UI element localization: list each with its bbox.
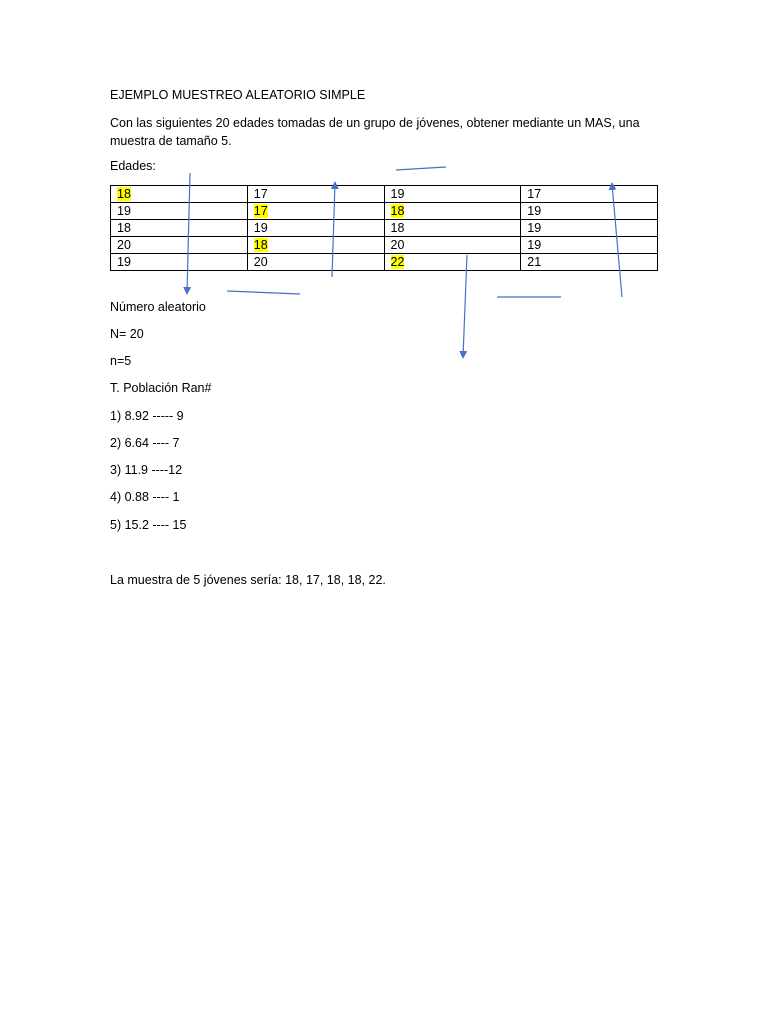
table-cell	[384, 203, 521, 220]
random-table-header: T. Población Ran#	[110, 381, 212, 395]
table-cell: 17	[521, 186, 658, 203]
table-cell: 19	[521, 220, 658, 237]
highlighted-age: 18	[117, 187, 131, 201]
table-row	[111, 237, 658, 254]
connector-line-top	[396, 167, 446, 170]
random-row: 1) 8.92 ----- 9	[110, 409, 184, 423]
table-cell: 17	[247, 186, 384, 203]
table-row	[111, 220, 658, 237]
table-cell: 19	[521, 237, 658, 254]
highlighted-age: 18	[390, 204, 405, 218]
intro-paragraph: Con las siguientes 20 edades tomadas de un grupo de jóvenes, obtener mediante un MAS, una muestra de tamaño 5.	[110, 116, 640, 148]
table-cell: 19	[521, 203, 658, 220]
highlighted-age: 22	[390, 255, 405, 269]
table-cell: 19	[384, 186, 521, 203]
table-cell	[247, 237, 384, 254]
table-cell	[111, 186, 248, 203]
random-row: 2) 6.64 ---- 7	[110, 436, 180, 450]
table-cell	[384, 254, 521, 271]
connector-line-bottom-left	[227, 291, 300, 294]
highlighted-age: 18	[253, 238, 268, 252]
table-cell: 18	[384, 220, 521, 237]
table-cell: 20	[384, 237, 521, 254]
table-row	[111, 186, 658, 203]
table-cell: 21	[521, 254, 658, 271]
table-cell: 19	[247, 220, 384, 237]
ages-label: Edades:	[110, 159, 156, 173]
sample-size-label: n=5	[110, 354, 132, 368]
highlighted-age: 17	[253, 204, 268, 218]
random-row: 3) 11.9 ----12	[110, 463, 183, 477]
table-cell: 20	[247, 254, 384, 271]
conclusion-text: La muestra de 5 jóvenes sería: 18, 17, 18, 18, 22.	[110, 573, 386, 587]
random-row: 5) 15.2 ---- 15	[110, 518, 187, 532]
table-cell: 19	[111, 203, 248, 220]
population-size-label: N= 20	[110, 327, 144, 341]
random-row: 4) 0.88 ---- 1	[110, 490, 180, 504]
table-cell: 20	[111, 237, 248, 254]
document-heading: EJEMPLO MUESTREO ALEATORIO SIMPLE	[110, 88, 366, 102]
table-cell: 18	[111, 220, 248, 237]
random-number-label: Número aleatorio	[110, 300, 206, 314]
table-cell	[247, 203, 384, 220]
table-row	[111, 203, 658, 220]
table-cell: 19	[111, 254, 248, 271]
ages-table	[110, 185, 658, 271]
table-row	[111, 254, 658, 271]
